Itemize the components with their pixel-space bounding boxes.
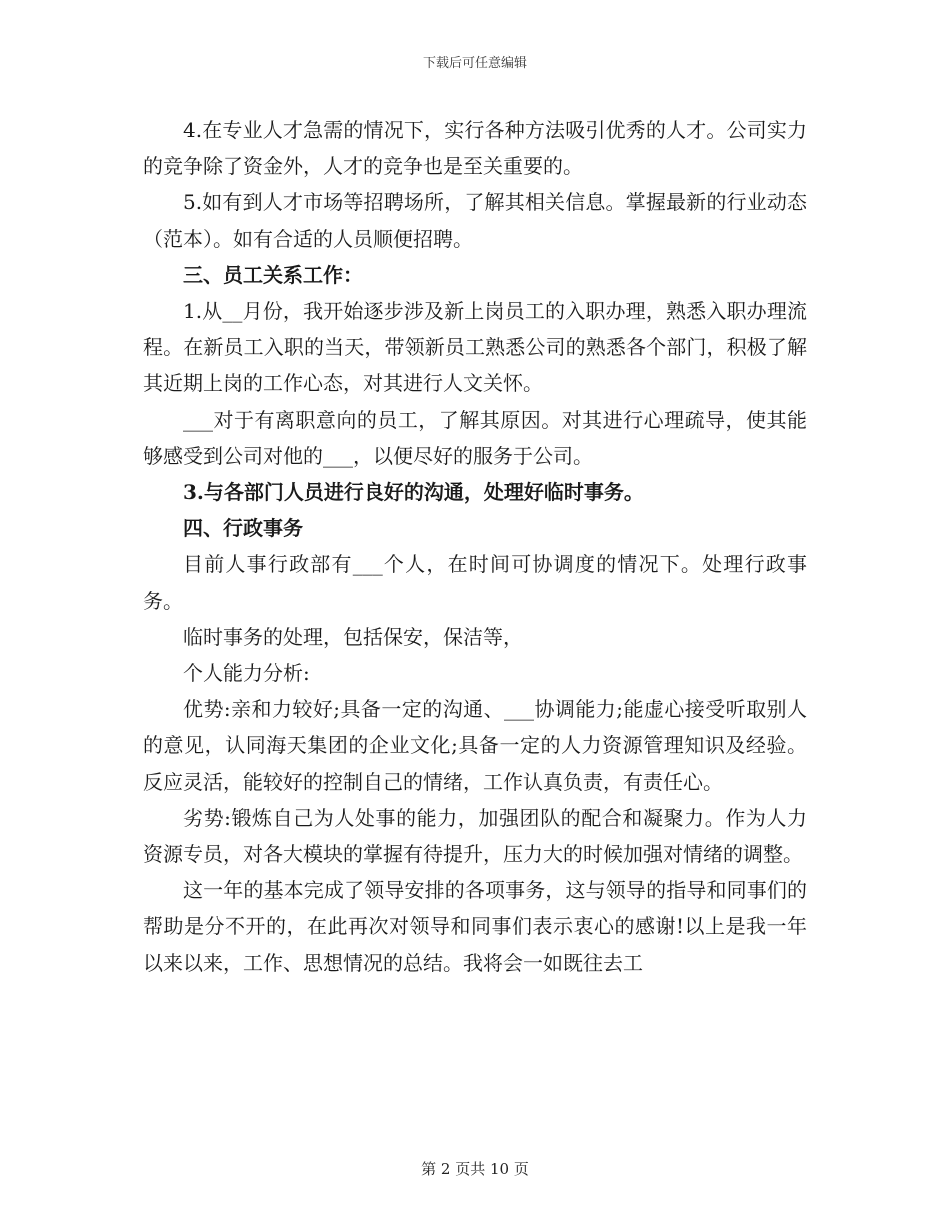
paragraph-relations-2: ___对于有离职意向的员工，了解其原因。对其进行心理疏导，使其能够感受到公司对他的___，以便尽好的服务于公司。 [143, 407, 807, 468]
paragraph-admin-2: 临时事务的处理，包括保安，保洁等， [183, 624, 523, 649]
paragraph-weaknesses: 劣势:锻炼自己为人处事的能力，加强团队的配合和凝聚力。作为人力资源专员，对各大模块的掌握有待提升，压力大的时候加强对情绪的调整。 [143, 805, 807, 867]
paragraph-relations-1: 1.从__月份，我开始逐步涉及新上岗员工的入职办理，熟悉入职办理流程。在新员工入职的当天，带领新员工熟悉公司的熟悉各个部门，积极了解其近期上岗的工作心态，对其进行人文关怀。 [143, 299, 807, 396]
paragraph-relations-3: 3.与各部门人员进行良好的沟通，处理好临时事务。 [183, 480, 644, 505]
paragraph-summary: 这一年的基本完成了领导安排的各项事务，这与领导的指导和同事们的帮助是分不开的，在此再次对领导和同事们表示衷心的感谢!以上是我一年以来以来，工作、思想情况的总结。我将会一如既往去工 [143, 878, 807, 975]
paragraph-ability-heading: 个人能力分析: [183, 661, 310, 686]
paragraph-strengths: 优势:亲和力较好;具备一定的沟通、___协调能力;能虚心接受听取别人的意见，认同海天集团的企业文化;具备一定的人力资源管理知识及经验。反应灵活，能较好的控制自己的情绪，工作认真负责，有责任心。 [143, 697, 807, 794]
document-body [143, 112, 807, 981]
paragraph-recruit-4: 4.在专业人才急需的情况下，实行各种方法吸引优秀的人才。公司实力的竞争除了资金外，人才的竞争也是至关重要的。 [143, 118, 807, 179]
section-heading-employee-relations: 三、员工关系工作： [183, 262, 363, 287]
section-heading-admin: 四、行政事务 [183, 516, 303, 541]
page-header-note: 下载后可任意编辑 [422, 56, 527, 71]
paragraph-recruit-5: 5.如有到人才市场等招聘场所，了解其相关信息。掌握最新的行业动态（范本）。如有合适的人员顺便招聘。 [143, 190, 807, 251]
page-number: 第 2 页共 10 页 [421, 1160, 529, 1178]
paragraph-admin-1: 目前人事行政部有___个人，在时间可协调度的情况下。处理行政事务。 [143, 552, 807, 613]
